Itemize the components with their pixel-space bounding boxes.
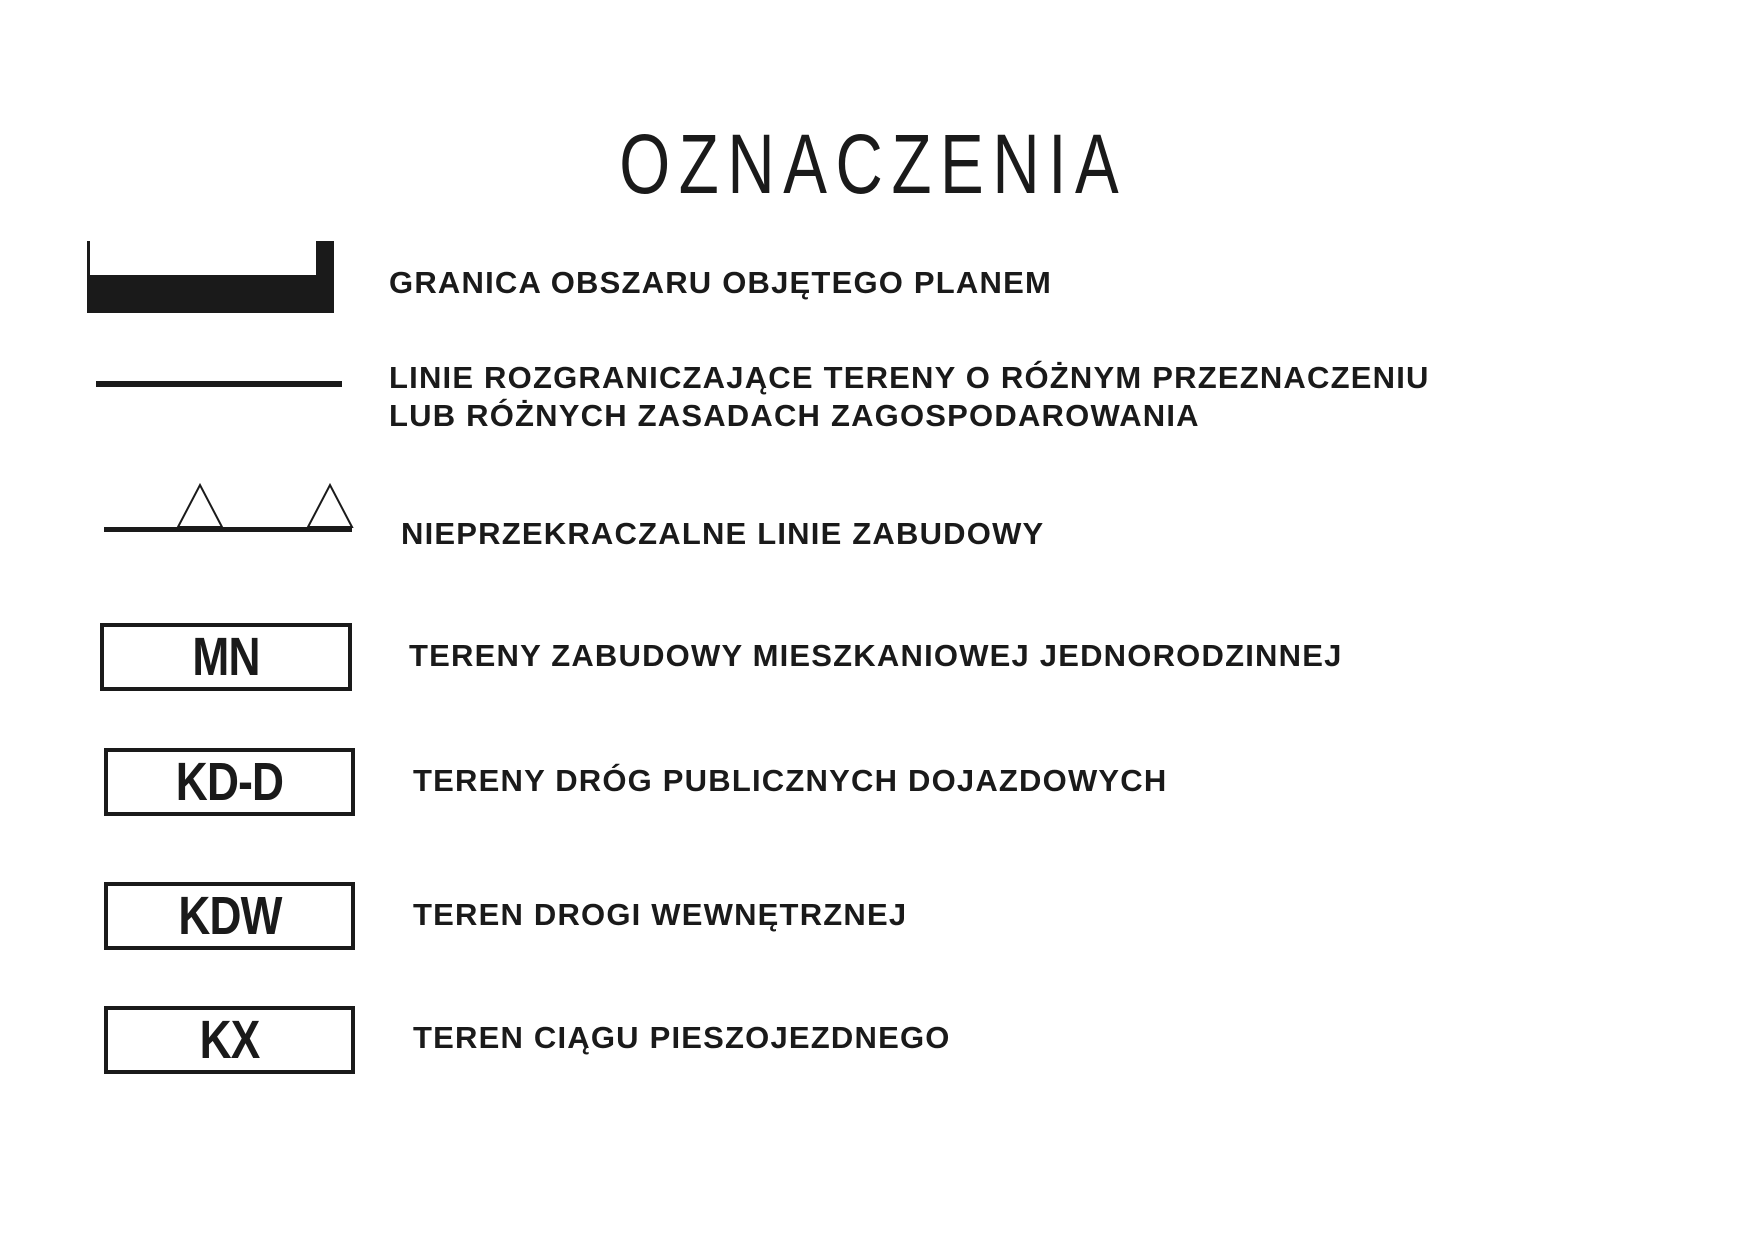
code-label: MN: [192, 627, 260, 687]
plan-boundary-tick-left: [87, 241, 90, 277]
legend-item-demarcation-lines: [389, 359, 1430, 435]
legend-item-label: TERENY ZABUDOWY MIESZKANIOWEJ JEDNORODZINNEJ: [409, 638, 1343, 673]
code-box-kd-d: [104, 748, 355, 816]
legend-item-label: TEREN CIĄGU PIESZOJEZDNEGO: [413, 1020, 951, 1055]
legend-item-building-lines: [401, 515, 1044, 553]
legend-title: OZNACZENIA: [619, 117, 1128, 211]
legend-item-kd-d: [413, 762, 1167, 800]
legend-item-label-line-2: LUB RÓŻNYCH ZASADACH ZAGOSPODAROWANIA: [389, 398, 1200, 433]
legend-item-mn: [409, 637, 1343, 675]
legend-item-kx: [413, 1019, 951, 1057]
building-line-symbol: [104, 485, 352, 532]
legend-item-kdw: [413, 896, 907, 934]
legend-item-label: TERENY DRÓG PUBLICZNYCH DOJAZDOWYCH: [413, 763, 1168, 798]
code-label: KD-D: [175, 752, 284, 812]
legend-item-label: TEREN DROGI WEWNĘTRZNEJ: [413, 897, 908, 932]
code-box-mn: [100, 623, 352, 691]
code-label: KX: [199, 1010, 260, 1070]
code-box-kx: [104, 1006, 355, 1074]
code-label: KDW: [177, 886, 282, 946]
plan-boundary-tick-right: [316, 241, 334, 277]
legend-item-label: NIEPRZEKRACZALNE LINIE ZABUDOWY: [401, 516, 1045, 551]
plan-boundary-bar: [87, 275, 334, 313]
code-box-kdw: [104, 882, 355, 950]
plan-boundary-symbol: [87, 241, 334, 313]
demarcation-line: [96, 381, 342, 387]
building-line-triangle-left: [178, 485, 222, 527]
building-line-triangle-right: [308, 485, 352, 527]
legend-item-label-line-1: LINIE ROZGRANICZAJĄCE TERENY O RÓŻNYM PRZEZNACZENIU: [389, 360, 1430, 395]
legend-item-label: GRANICA OBSZARU OBJĘTEGO PLANEM: [389, 265, 1052, 300]
demarcation-line-symbol: [96, 381, 342, 387]
legend-item-plan-boundary: [389, 264, 1052, 302]
